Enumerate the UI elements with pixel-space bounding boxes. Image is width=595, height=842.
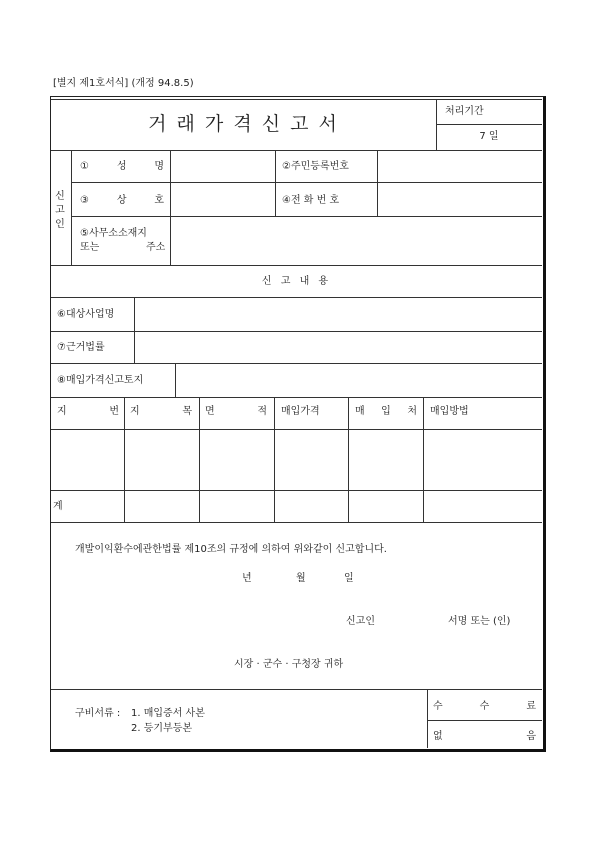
table-header-area: 면 적	[205, 406, 267, 417]
legal-basis-label: ⑦근거법률	[57, 342, 105, 353]
table-header-seller: 매 입 처	[355, 406, 417, 417]
fee-value: 없 음	[433, 731, 536, 742]
office-address-label: ⑤사무소소재지	[80, 228, 147, 239]
table-header-land-category: 지 목	[130, 406, 192, 417]
fee-label: 수 수 료	[433, 701, 536, 712]
table-header-purchase-price: 매입가격	[281, 406, 320, 417]
required-document-2: 2. 등기부등본	[131, 723, 193, 734]
date-month-label: 월	[296, 573, 306, 584]
form-title: 거 래 가 격 신 고 서	[148, 113, 339, 135]
date-year-label: 년	[242, 573, 252, 584]
phone-label: ④전 화 번 호	[282, 195, 340, 206]
declaration-text: 개발이익환수에관한법률 제10조의 규정에 의하여 위와같이 신고합니다.	[75, 544, 387, 555]
trade-name-label: ③ 상 호	[80, 195, 164, 206]
signature-label: 서명 또는 (인)	[448, 616, 511, 627]
resident-number-label: ②주민등록번호	[282, 161, 349, 172]
office-address-home-label: 주소	[146, 242, 166, 253]
content-section-header: 신 고 내 용	[261, 276, 332, 287]
target-business-label: ⑥대상사업명	[57, 309, 115, 320]
recipient-label: 시장 · 군수 · 구청장 귀하	[234, 659, 344, 670]
land-report-label: ⑧매입가격신고토지	[57, 375, 144, 386]
table-header-purchase-method: 매입방법	[430, 406, 469, 417]
office-address-or-label: 또는	[80, 242, 100, 253]
processing-period-value: 7 일	[479, 131, 499, 142]
table-header-lot-number: 지 번	[57, 406, 119, 417]
required-document-1: 1. 매입증서 사본	[131, 708, 205, 719]
signer-label: 신고인	[346, 616, 375, 627]
reporter-section-label: 신고인	[55, 191, 65, 230]
date-day-label: 일	[344, 573, 354, 584]
required-documents-label: 구비서류 :	[75, 708, 121, 719]
table-total-label: 계	[53, 501, 63, 512]
name-label: ① 성 명	[80, 161, 164, 172]
form-number-note: [별지 제1호서식] (개정 94.8.5)	[53, 78, 194, 89]
processing-period-label: 처리기간	[445, 106, 484, 117]
